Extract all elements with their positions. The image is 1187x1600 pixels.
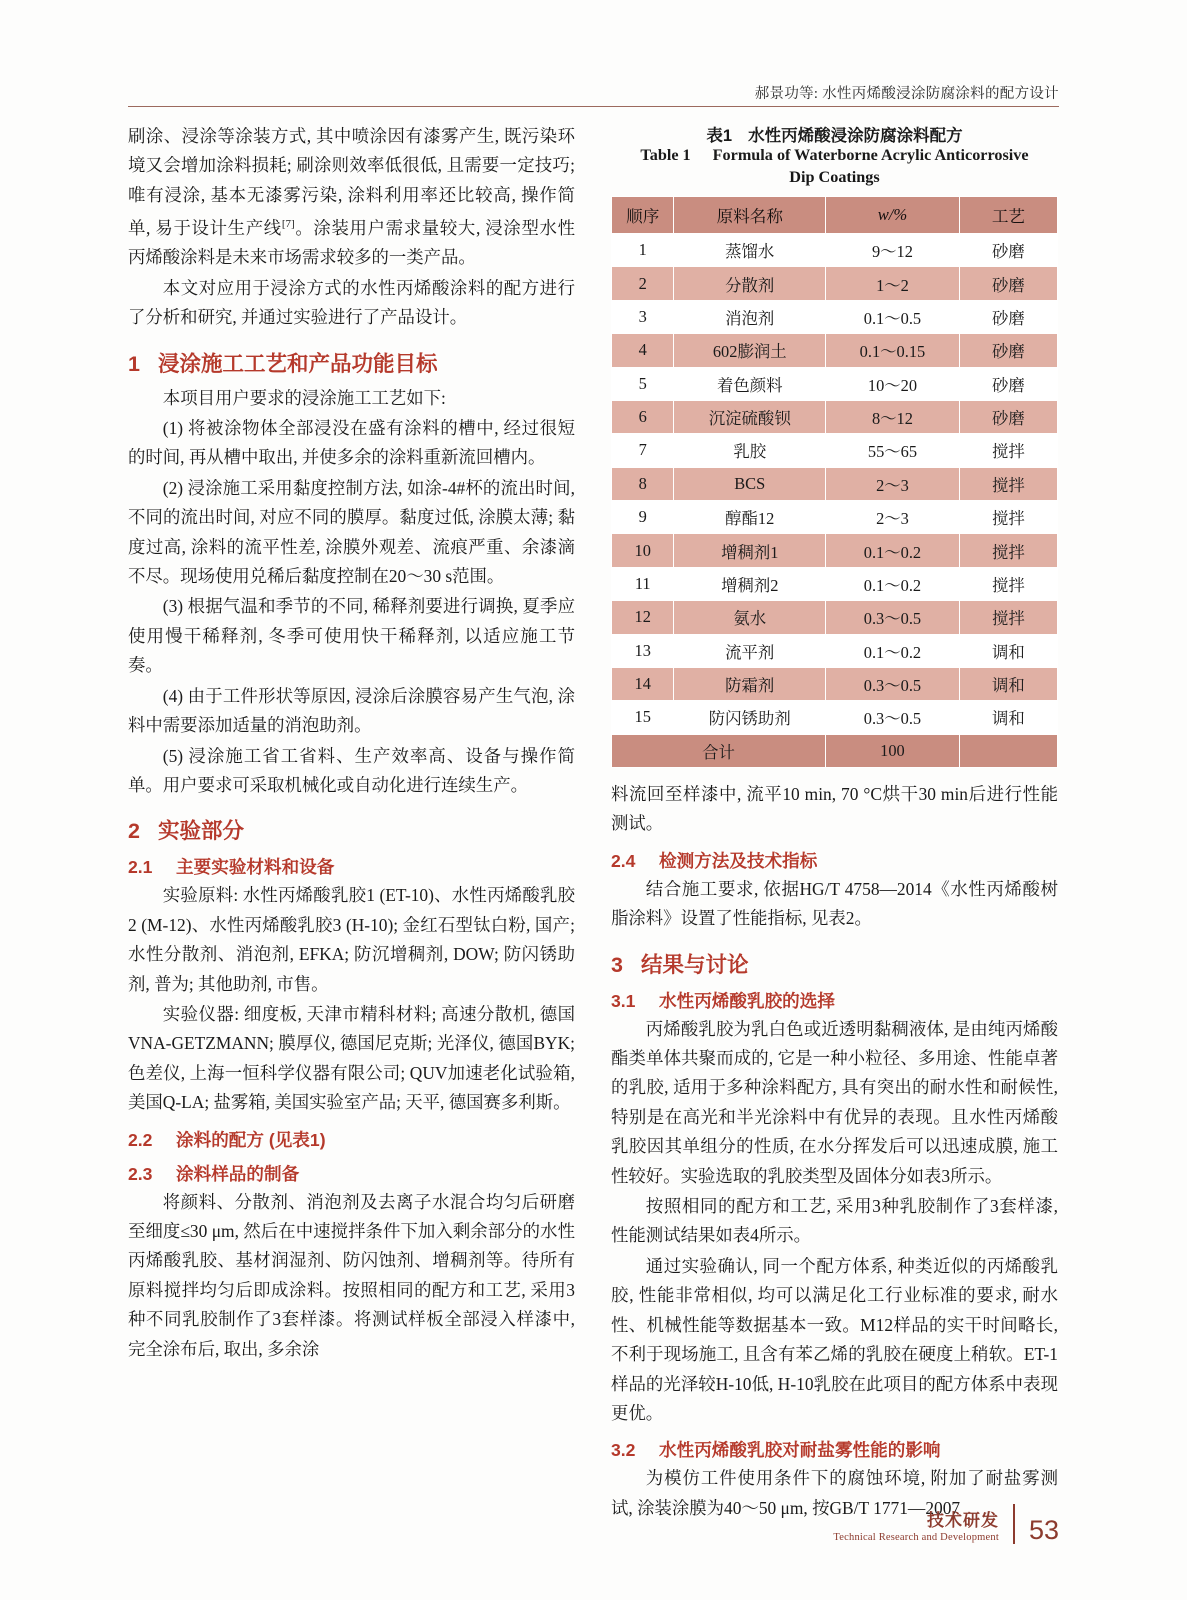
paragraph: (4) 由于工件形状等原因, 浸涂后涂膜容易产生气泡, 涂料中需要添加适量的消泡助剂。 bbox=[128, 685, 575, 736]
cell-order: 15 bbox=[612, 701, 674, 734]
paragraph: 按照相同的配方和工艺, 采用3种乳胶制作了3套样漆, 性能测试结果如表4所示。 bbox=[611, 1196, 1058, 1246]
table-row bbox=[612, 367, 1058, 400]
paragraph: 将颜料、分散剂、消泡剂及去离子水混合均匀后研磨至细度≤30 μm, 然后在中速搅拌条件下加入剩余部分的水性丙烯酸乳胶、基材润湿剂、防闪蚀剂、增稠剂等。待所有原料搅拌均匀后即成涂料。按照相同的配方和工艺, 采用3种不同乳胶制作了3套样漆。将测试样板全部浸入样漆中, 完全涂布后, 取出, 多余涂 bbox=[128, 1191, 575, 1359]
paragraph: 丙烯酸乳胶为乳白色或近透明黏稠液体, 是由纯丙烯酸酯类单体共聚而成的, 它是一种小粒径、多用途、性能卓著的乳胶, 适用于多种涂料配方, 具有突出的耐水性和耐候性, 特别是在高光和半光涂料中有优异的表现。且水性丙烯酸乳胶因其单组分的性质, 在水分挥发后可以迅速成膜, 施工性较好。实验选取的乳胶类型及固体分如表3所示。 bbox=[611, 1018, 1058, 1186]
cell-material: 着色颜料 bbox=[674, 367, 826, 400]
section-heading-3 bbox=[611, 948, 1058, 979]
cell-order: 10 bbox=[612, 534, 674, 567]
table-header-row bbox=[612, 197, 1058, 234]
paragraph: (1) 将被涂物体全部浸没在盛有涂料的槽中, 经过很短的时间, 再从槽中取出, 并使多余的涂料重新流回槽内。 bbox=[128, 418, 575, 468]
table-row bbox=[612, 467, 1058, 500]
paragraph: (3) 根据气温和季节的不同, 稀释剂要进行调换, 夏季应使用慢干稀释剂, 冬季可使用快干稀释剂, 以适应施工节奏。 bbox=[128, 596, 575, 676]
cell-process: 搅拌 bbox=[959, 467, 1057, 500]
paragraph: 结合施工要求, 依据HG/T 4758—2014《水性丙烯酸树脂涂料》设置了性能指标, 见表2。 bbox=[611, 878, 1058, 929]
cell-order: 3 bbox=[612, 300, 674, 333]
table-caption bbox=[611, 122, 1058, 190]
subsection-heading-3-2 bbox=[611, 1437, 1058, 1462]
formula-table-body bbox=[612, 234, 1058, 768]
cell-process: 搅拌 bbox=[959, 601, 1057, 634]
cell-material: 防霜剂 bbox=[674, 667, 826, 700]
cell-order: 8 bbox=[612, 467, 674, 500]
table-total-row bbox=[612, 734, 1058, 767]
subsection-number: 3.1 bbox=[611, 990, 636, 1011]
paragraph: 实验仪器: 细度板, 天津市精科材料; 高速分散机, 德国VNA-GETZMANN; 膜厚仪, 德国尼克斯; 光泽仪, 德国BYK; 色差仪, 上海一恒科学仪器有限公司; QUV加速老化试验箱, 美国Q-LA; 盐雾箱, 美国实验室产品; 天平, 德国赛多利斯。 bbox=[128, 1003, 575, 1113]
table-caption-cn-title: 水性丙烯酸浸涂防腐涂料配方 bbox=[748, 127, 963, 145]
paragraph-text: 刷涂、浸涂等涂装方式, 其中喷涂因有漆雾产生, 既污染环境又会增加涂料损耗; 刷涂则效率低很低, 且需要一定技巧; 唯有浸涂, 基本无漆雾污染, 涂料利用率还比较高, 操作简单, 易于设计生产线 bbox=[128, 126, 575, 239]
total-process-blank bbox=[959, 734, 1057, 767]
table-row bbox=[612, 300, 1058, 333]
cell-order: 14 bbox=[612, 667, 674, 700]
subsection-heading-2-3 bbox=[128, 1161, 575, 1186]
paragraph-continued: 料流回至样漆中, 流平10 min, 70 °C烘干30 min后进行性能测试。 bbox=[611, 784, 1058, 834]
running-head-rule bbox=[128, 106, 1059, 107]
running-head: 郝景功等: 水性丙烯酸浸涂防腐涂料的配方设计 bbox=[754, 86, 1059, 102]
cell-mass-fraction: 10～20 bbox=[826, 367, 960, 400]
paragraph: 本项目用户要求的浸涂施工工艺如下: bbox=[162, 387, 446, 408]
cell-process: 搅拌 bbox=[959, 567, 1057, 600]
cell-mass-fraction: 2～3 bbox=[826, 501, 960, 534]
paragraph: (5) 浸涂施工省工省料、生产效率高、设备与操作简单。用户要求可采取机械化或自动化进行连续生产。 bbox=[128, 745, 575, 795]
cell-material: 增稠剂1 bbox=[674, 534, 826, 567]
table-header-cell: w/% bbox=[826, 197, 960, 234]
cell-mass-fraction: 9～12 bbox=[826, 234, 960, 267]
cell-process: 搅拌 bbox=[959, 534, 1057, 567]
cell-material: BCS bbox=[674, 467, 826, 500]
cell-mass-fraction: 2～3 bbox=[826, 467, 960, 500]
cell-material: 氨水 bbox=[674, 601, 826, 634]
subsection-title: 检测方法及技术指标 bbox=[659, 850, 818, 871]
cell-mass-fraction: 55～65 bbox=[826, 434, 960, 467]
subsection-number: 2.4 bbox=[611, 850, 636, 871]
subsection-title: 水性丙烯酸乳胶对耐盐雾性能的影响 bbox=[659, 1440, 941, 1461]
subsection-heading-2-2 bbox=[128, 1127, 575, 1152]
subsection-heading-3-1 bbox=[611, 988, 1058, 1013]
table-header-cell: 工艺 bbox=[959, 197, 1057, 234]
cell-order: 12 bbox=[612, 601, 674, 634]
table-row bbox=[612, 234, 1058, 267]
subsection-number: 2.2 bbox=[128, 1129, 153, 1150]
cell-process: 调和 bbox=[959, 667, 1057, 700]
table-row bbox=[612, 567, 1058, 600]
cell-mass-fraction: 1～2 bbox=[826, 267, 960, 300]
article-body bbox=[128, 122, 1059, 1524]
subsection-number: 3.2 bbox=[611, 1440, 636, 1461]
cell-process: 调和 bbox=[959, 634, 1057, 667]
cell-order: 1 bbox=[612, 234, 674, 267]
paragraph: (2) 浸涂施工采用黏度控制方法, 如涂-4#杯的流出时间, 不同的流出时间, 对应不同的膜厚。黏度过低, 涂膜太薄; 黏度过高, 涂料的流平性差, 涂膜外观差、流痕严重、余漆滴不尽。现场使用兑稀后黏度控制在20～30 s范围。 bbox=[128, 477, 575, 587]
cell-process: 砂磨 bbox=[959, 234, 1057, 267]
table-row bbox=[612, 701, 1058, 734]
paragraph: 通过实验确认, 同一个配方体系, 种类近似的丙烯酸乳胶, 性能非常相似, 均可以满足化工行业标准的要求, 耐水性、机械性能等数据基本一致。M12样品的实干时间略长, 不利于现场施工, 且含有苯乙烯的乳胶在硬度上稍软。ET-1样品的光泽较H-10低, H-10乳胶在此项目的配方体系中表现更优。 bbox=[611, 1255, 1058, 1423]
footer-section-label bbox=[833, 1510, 999, 1544]
section-number: 3 bbox=[611, 952, 623, 977]
citation-marker: [7] bbox=[281, 218, 295, 231]
cell-order: 2 bbox=[612, 267, 674, 300]
cell-mass-fraction: 0.3～0.5 bbox=[826, 667, 960, 700]
right-column bbox=[611, 122, 1058, 1524]
footer-label-cn: 技术研发 bbox=[926, 1510, 999, 1530]
cell-material: 流平剂 bbox=[674, 634, 826, 667]
section-number: 1 bbox=[128, 351, 140, 376]
page-footer bbox=[833, 1504, 1059, 1544]
cell-mass-fraction: 0.1～0.2 bbox=[826, 634, 960, 667]
cell-order: 11 bbox=[612, 567, 674, 600]
table-row bbox=[612, 634, 1058, 667]
cell-order: 9 bbox=[612, 501, 674, 534]
page-number: 53 bbox=[1028, 1515, 1059, 1545]
table-caption-en-line2: Dip Coatings bbox=[789, 168, 880, 186]
table-row bbox=[612, 400, 1058, 433]
cell-material: 消泡剂 bbox=[674, 300, 826, 333]
subsection-number: 2.1 bbox=[128, 857, 153, 878]
subsection-title: 水性丙烯酸乳胶的选择 bbox=[659, 990, 835, 1011]
cell-order: 4 bbox=[612, 334, 674, 367]
table-caption-en-number: Table 1 bbox=[640, 146, 691, 164]
cell-mass-fraction: 0.1～0.2 bbox=[826, 567, 960, 600]
cell-mass-fraction: 0.1～0.2 bbox=[826, 534, 960, 567]
footer-divider bbox=[1013, 1504, 1015, 1544]
subsection-title: 涂料样品的制备 bbox=[176, 1163, 300, 1184]
cell-mass-fraction: 0.3～0.5 bbox=[826, 601, 960, 634]
section-title: 浸涂施工工艺和产品功能目标 bbox=[157, 351, 438, 376]
table-row bbox=[612, 534, 1058, 567]
paragraph: 本文对应用于浸涂方式的水性丙烯酸涂料的配方进行了分析和研究, 并通过实验进行了产品设计。 bbox=[128, 277, 575, 328]
cell-process: 砂磨 bbox=[959, 367, 1057, 400]
section-number: 2 bbox=[128, 819, 140, 844]
cell-process: 砂磨 bbox=[959, 267, 1057, 300]
cell-process: 搅拌 bbox=[959, 501, 1057, 534]
cell-process: 调和 bbox=[959, 701, 1057, 734]
table-header-cell: 原料名称 bbox=[674, 197, 826, 234]
subsection-number: 2.3 bbox=[128, 1163, 153, 1184]
cell-process: 搅拌 bbox=[959, 434, 1057, 467]
subsection-heading-2-1 bbox=[128, 854, 575, 879]
cell-mass-fraction: 0.1～0.15 bbox=[826, 334, 960, 367]
cell-order: 6 bbox=[612, 400, 674, 433]
cell-order: 5 bbox=[612, 367, 674, 400]
section-heading-2 bbox=[128, 814, 575, 845]
cell-material: 沉淀硫酸钡 bbox=[674, 400, 826, 433]
formula-table bbox=[611, 196, 1058, 768]
table-row bbox=[612, 267, 1058, 300]
subsection-title: 主要实验材料和设备 bbox=[176, 857, 335, 878]
cell-material: 乳胶 bbox=[674, 434, 826, 467]
table-row bbox=[612, 501, 1058, 534]
paragraph-continued bbox=[128, 122, 575, 273]
table-caption-en-line1: Formula of Waterborne Acrylic Anticorrosive bbox=[712, 146, 1029, 164]
left-column bbox=[128, 122, 575, 1524]
total-value: 100 bbox=[826, 734, 960, 767]
table-row bbox=[612, 334, 1058, 367]
table-row bbox=[612, 601, 1058, 634]
section-heading-1 bbox=[128, 347, 575, 378]
footer-label-en: Technical Research and Development bbox=[833, 1531, 999, 1543]
table-row bbox=[612, 434, 1058, 467]
total-label: 合计 bbox=[612, 734, 826, 767]
subsection-heading-2-4 bbox=[611, 848, 1058, 873]
cell-process: 砂磨 bbox=[959, 400, 1057, 433]
cell-material: 防闪锈助剂 bbox=[674, 701, 826, 734]
cell-material: 增稠剂2 bbox=[674, 567, 826, 600]
cell-order: 7 bbox=[612, 434, 674, 467]
cell-mass-fraction: 0.3～0.5 bbox=[826, 701, 960, 734]
paragraph: 实验原料: 水性丙烯酸乳胶1 (ET-10)、水性丙烯酸乳胶2 (M-12)、水性丙烯酸乳胶3 (H-10); 金红石型钛白粉, 国产; 水性分散剂、消泡剂, EFKA; 防沉增稠剂, DOW; 防闪锈助剂, 普为; 其他助剂, 市售。 bbox=[128, 885, 575, 994]
cell-material: 醇酯12 bbox=[674, 501, 826, 534]
cell-process: 砂磨 bbox=[959, 334, 1057, 367]
section-title: 实验部分 bbox=[157, 819, 244, 844]
cell-mass-fraction: 8～12 bbox=[826, 400, 960, 433]
subsection-title: 涂料的配方 (见表1) bbox=[176, 1129, 326, 1150]
cell-material: 分散剂 bbox=[674, 267, 826, 300]
cell-material: 602膨润土 bbox=[674, 334, 826, 367]
cell-mass-fraction: 0.1～0.5 bbox=[826, 300, 960, 333]
cell-material: 蒸馏水 bbox=[674, 234, 826, 267]
cell-process: 砂磨 bbox=[959, 300, 1057, 333]
paragraph-text-cont: 。涂装用户需求量较大, 浸涂型水性丙烯酸涂料是未来市场需求较多的一类产品。 bbox=[128, 218, 575, 268]
section-title: 结果与讨论 bbox=[640, 952, 749, 977]
cell-order: 13 bbox=[612, 634, 674, 667]
table-caption-cn-number: 表1 bbox=[706, 127, 733, 145]
table-row bbox=[612, 667, 1058, 700]
paragraph: 为模仿工件使用条件下的腐蚀环境, 附加了耐盐雾测试, 涂装涂膜为40～50 μm, 按GB/T 1771—2007 bbox=[611, 1468, 1058, 1518]
table-header-cell: 顺序 bbox=[612, 197, 674, 234]
